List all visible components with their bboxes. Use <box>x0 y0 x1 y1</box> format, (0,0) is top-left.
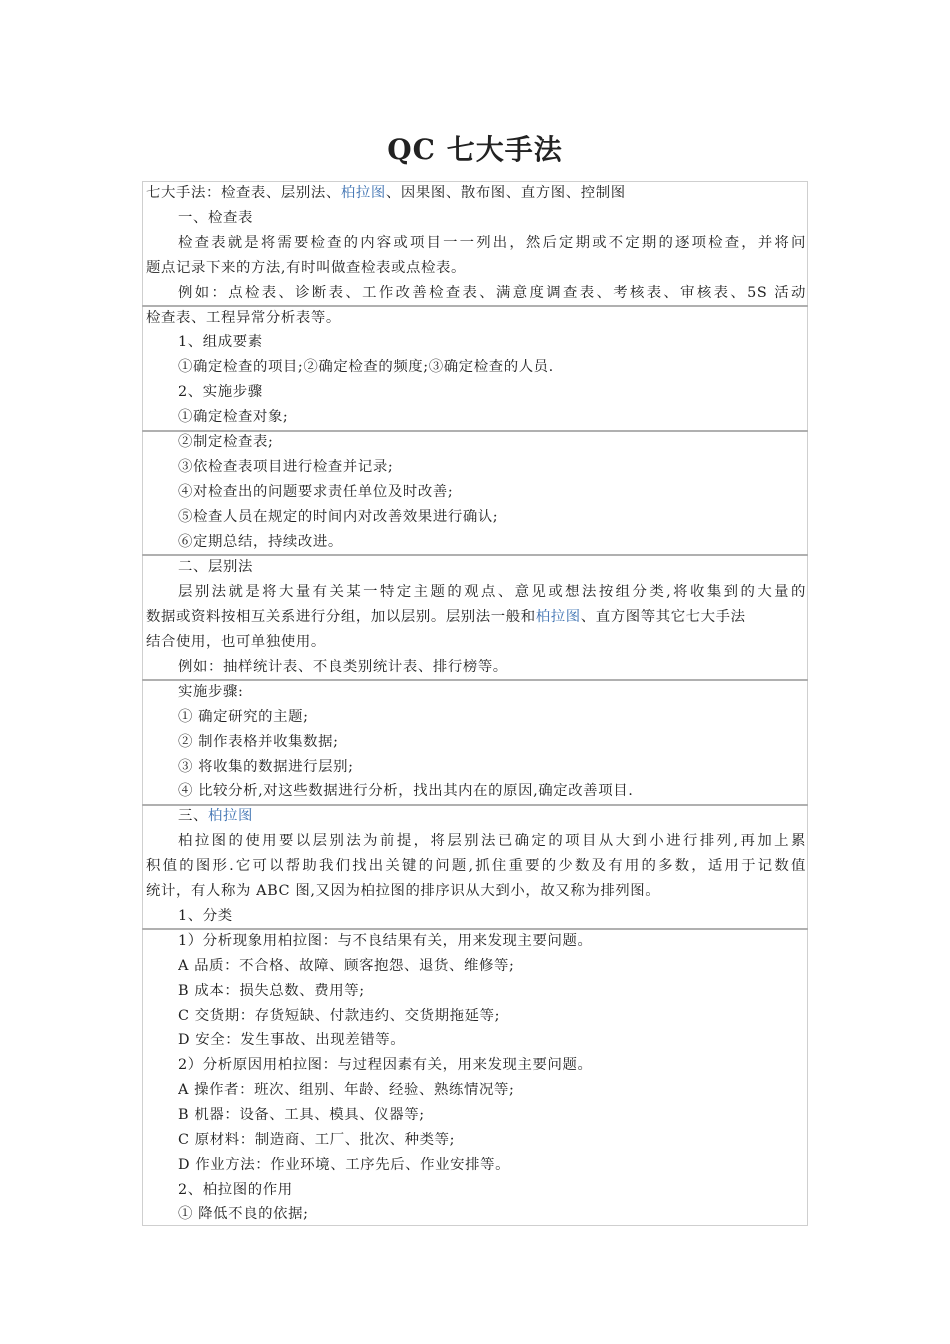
list-item: ① 确定研究的主题; <box>178 709 309 725</box>
list-item: A 品质：不合格、故障、顾客抱怨、退货、维修等; <box>178 958 515 974</box>
paragraph-line: 题点记录下来的方法,有时叫做查检表或点检表。 <box>146 260 466 276</box>
pareto-link[interactable]: 柏拉图 <box>340 185 386 201</box>
pareto-link[interactable]: 柏拉图 <box>207 808 253 824</box>
paragraph-line: 积值的图形.它可以帮助我们找出关键的问题,抓住重要的少数及有用的多数，适用于记数值 <box>146 858 806 874</box>
section-heading: 二、层别法 <box>178 559 253 575</box>
sub-heading: 1、组成要素 <box>178 334 263 350</box>
list-item: ⑤检查人员在规定的时间内对改善效果进行确认; <box>178 509 499 525</box>
pareto-link[interactable]: 柏拉图 <box>535 609 581 625</box>
sub-heading: 实施步骤: <box>178 684 244 700</box>
list-item: ④ 比较分析,对这些数据进行分析，找出其内在的原因,确定改善项目. <box>178 783 634 799</box>
section-heading <box>178 805 806 827</box>
paragraph-line: 结合使用，也可单独使用。 <box>146 634 326 650</box>
list-item: A 操作者：班次、组别、年龄、经验、熟练情况等; <box>178 1082 515 1098</box>
paragraph-line: 统计，有人称为 ABC 图,又因为柏拉图的排序识从大到小，故又称为排列图。 <box>146 883 661 899</box>
list-item: 2）分析原因用柏拉图：与过程因素有关，用来发现主要问题。 <box>178 1057 593 1073</box>
list-item: ⑥定期总结，持续改进。 <box>178 534 343 550</box>
sub-heading: 2、柏拉图的作用 <box>178 1182 293 1198</box>
list-item: B 成本：损失总数、费用等; <box>178 983 365 999</box>
list-item: ①确定检查对象; <box>178 409 289 425</box>
paragraph-line <box>146 606 806 628</box>
list-item: ②制定检查表; <box>178 434 274 450</box>
list-item: ③ 将收集的数据进行层别; <box>178 759 354 775</box>
paragraph-text: 、直方图等其它七大手法 <box>580 609 746 625</box>
list-item: ④对检查出的问题要求责任单位及时改善; <box>178 484 454 500</box>
paragraph-line: 例如：抽样统计表、不良类别统计表、排行榜等。 <box>178 659 508 675</box>
list-item: ① 降低不良的依据; <box>178 1206 309 1222</box>
list-item: C 交货期：存货短缺、付款违约、交货期拖延等; <box>178 1008 501 1024</box>
paragraph-line: 例如：点检表、诊断表、工作改善检查表、满意度调查表、考核表、审核表、5S 活动 <box>178 285 806 301</box>
list-item: D 安全：发生事故、出现差错等。 <box>178 1032 406 1048</box>
paragraph-line: 检查表、工程异常分析表等。 <box>146 310 341 326</box>
paragraph-line: 层别法就是将大量有关某一特定主题的观点、意见或想法按组分类,将收集到的大量的 <box>178 584 806 600</box>
paragraph-line: 检查表就是将需要检查的内容或项目一一列出，然后定期或不定期的逐项检查，并将问 <box>178 235 806 251</box>
sub-heading: 1、分类 <box>178 908 233 924</box>
sub-heading: 2、实施步骤 <box>178 384 263 400</box>
intro-suffix: 、因果图、散布图、直方图、控制图 <box>385 185 626 201</box>
intro-prefix: 七大手法：检查表、层别法、 <box>146 185 341 201</box>
paragraph-text: 数据或资料按相互关系进行分组，加以层别。层别法一般和 <box>146 609 536 625</box>
list-item: C 原材料：制造商、工厂、批次、种类等; <box>178 1132 456 1148</box>
list-item: ①确定检查的项目;②确定检查的频度;③确定检查的人员. <box>178 359 554 375</box>
page-title: QC 七大手法 <box>387 133 563 166</box>
list-item: B 机器：设备、工具、模具、仪器等; <box>178 1107 425 1123</box>
list-item: ③依检查表项目进行检查并记录; <box>178 459 394 475</box>
intro-line <box>146 182 806 204</box>
list-item: ② 制作表格并收集数据; <box>178 734 339 750</box>
section-heading-prefix: 三、 <box>178 808 208 824</box>
section-heading: 一、检查表 <box>178 210 253 226</box>
paragraph-line: 柏拉图的使用要以层别法为前提，将层别法已确定的项目从大到小进行排列,再加上累 <box>178 833 806 849</box>
list-item: D 作业方法：作业环境、工序先后、作业安排等。 <box>178 1157 511 1173</box>
list-item: 1）分析现象用柏拉图：与不良结果有关，用来发现主要问题。 <box>178 933 593 949</box>
